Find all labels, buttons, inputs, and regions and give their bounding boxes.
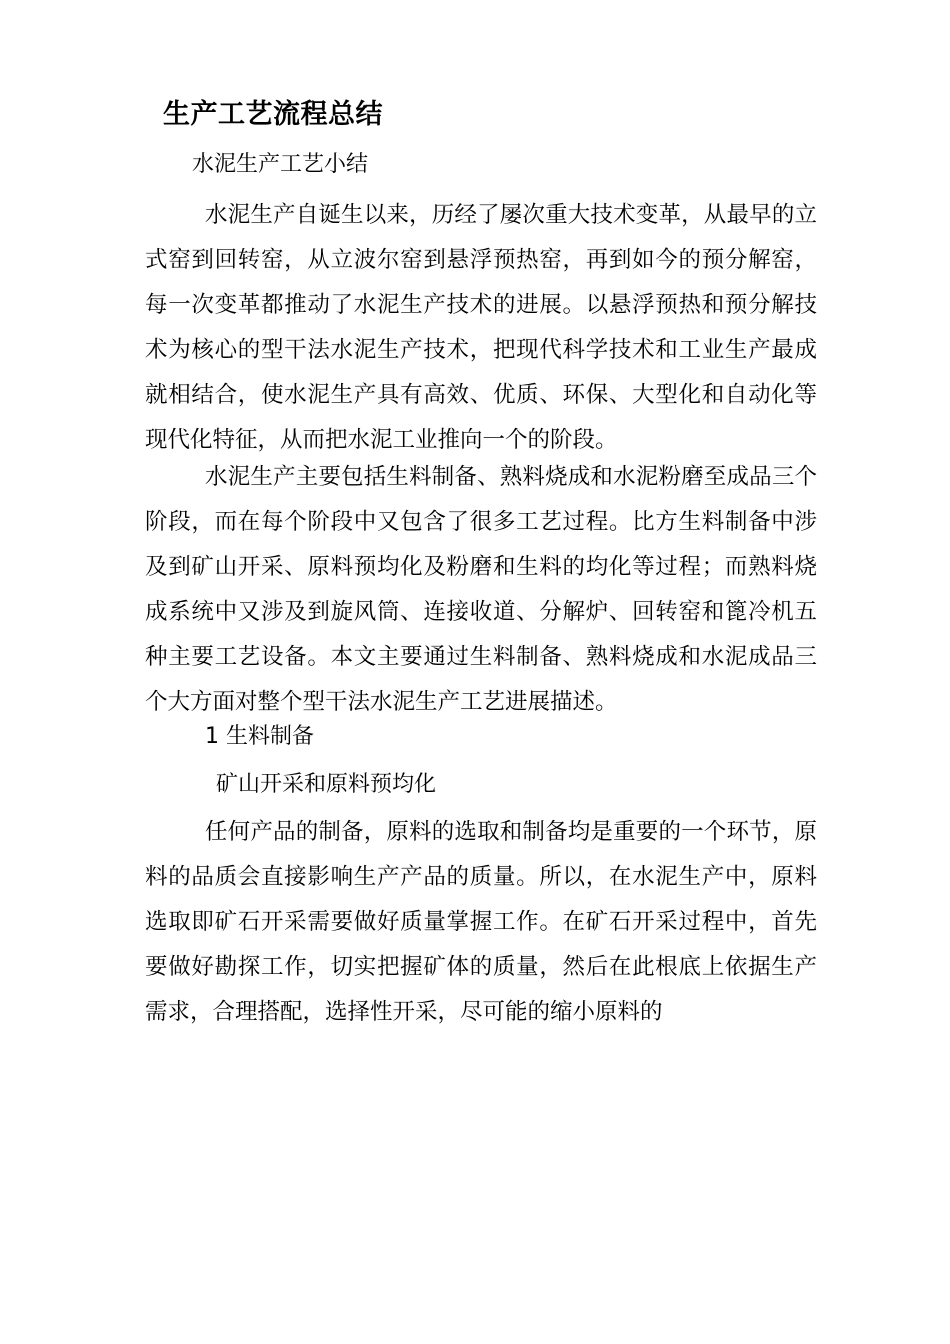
- paragraph-stages: 水泥生产主要包括生料制备、熟料烧成和水泥粉磨至成品三个阶段，而在每个阶段中又包含了很多工艺过程。比方生料制备中涉及到矿山开采、原料预均化及粉磨和生料的均化等过程；而熟料烧成系统中又涉及到旋风筒、连接收道、分解炉、回转窑和篦冷机五种主要工艺设备。本文主要通过生料制备、熟料烧成和水泥成品三个大方面对整个型干法水泥生产工艺进展描述。: [145, 464, 817, 715]
- section-heading-raw-material: 1 生料制备: [205, 724, 314, 749]
- paragraph-intro: 水泥生产自诞生以来，历经了屡次重大技术变革，从最早的立式窑到回转窑，从立波尔窑到悬浮预热窑，再到如今的预分解窑，每一次变革都推动了水泥生产技术的进展。以悬浮预热和预分解技术为核心的型干法水泥生产技术，把现代科学技术和工业生产最成就相结合，使水泥生产具有高效、优质、环保、大型化和自动化等现代化特征，从而把水泥工业推向一个的阶段。: [145, 202, 817, 453]
- subsection-heading-mining: 矿山开采和原料预均化: [216, 772, 437, 797]
- paragraph-raw-material: 任何产品的制备，原料的选取和制备均是重要的一个环节，原料的品质会直接影响生产产品的质量。所以，在水泥生产中，原料选取即矿石开采需要做好质量掌握工作。在矿石开采过程中，首先要做好勘探工作，切实把握矿体的质量，然后在此根底上依据生产需求，合理搭配，选择性开采，尽可能的缩小原料的: [145, 819, 817, 1025]
- document-subtitle: 水泥生产工艺小结: [192, 152, 369, 177]
- document-title: 生产工艺流程总结: [163, 99, 383, 130]
